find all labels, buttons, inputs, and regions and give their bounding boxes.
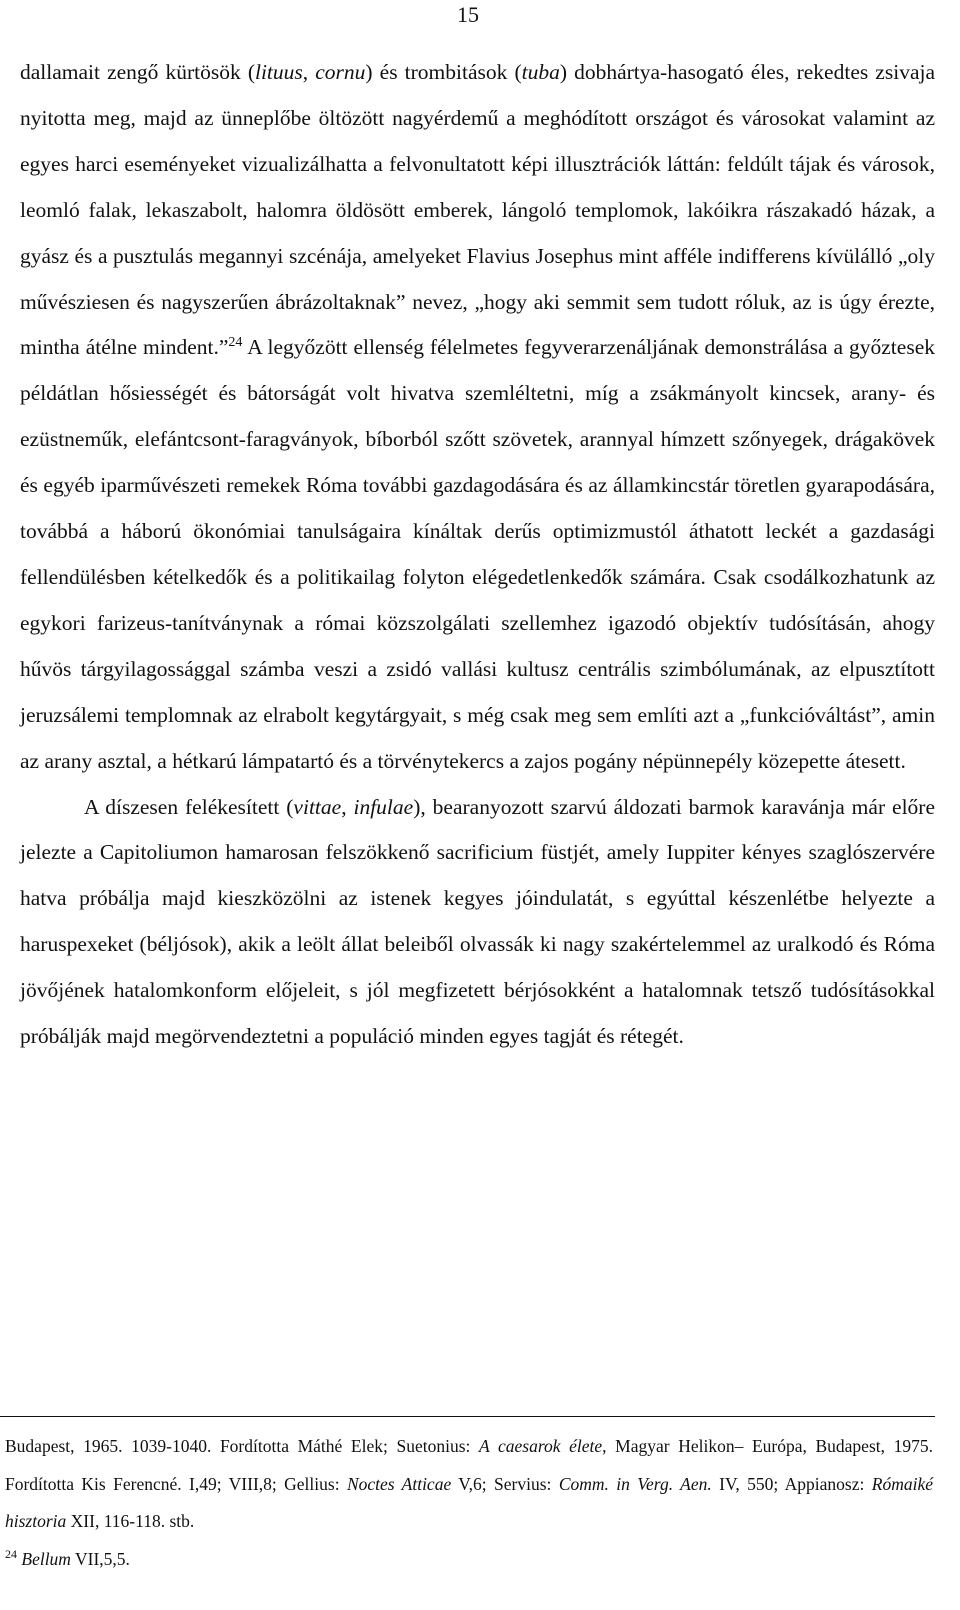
italic-term: tuba: [521, 60, 560, 84]
book-title: Noctes Atticae: [346, 1473, 452, 1494]
text-run: IV, 550; Appianosz:: [711, 1473, 872, 1494]
text-run: ,: [341, 794, 354, 819]
book-title: A caesarok élete: [479, 1436, 603, 1456]
footnotes: [5, 1428, 933, 1578]
text-run: A díszesen felékesített (: [84, 794, 294, 819]
book-title: Comm. in Verg. Aen.: [558, 1473, 712, 1494]
text-run: V,6; Servius:: [451, 1473, 559, 1494]
page-number: 15: [457, 2, 479, 27]
body-text: [20, 50, 935, 1060]
footnote-continuation: [5, 1428, 933, 1541]
footnote-divider: [0, 1416, 935, 1417]
text-run: XII, 116-118. stb.: [66, 1511, 195, 1531]
book-title: Bellum: [21, 1548, 71, 1569]
text-run: A legyőzött ellenség félelmetes fegyverarzenáljának demonstrálása a győztesek példátlan hősiességét és bátorságát volt hivatva szemléltetni, míg a zsákmányolt kincsek, arany- és ezüstneműk, elefántcsont-faragványok, bíborból szőtt szövetek, arannyal hímzett szőnyegek, drágakövek és egyéb iparművészeti remekek Róma további gazdagodására és az államkincstár töretlen gyarapodására, továbbá a háború ökonómiai tanulságaira kínáltak derűs optimizmustól áthatott leckét a gazdasági fellendülésben kételkedők és a politikailag folyton elégedetlenkedők számára. Csak csodálkozhatunk az egykori farizeus-tanítványnak a római közszolgálati szellemhez igazodó objektív tudósításán, ahogy hűvös tárgyilagossággal számba veszi a zsidó vallási kultusz centrális szimbólumának, az elpusztított jeruzsálemi templomnak az elrabolt kegytárgyait, s még csak meg sem említi azt a „funkcióváltást”, amin az arany asztal, a hétkarú lámpatartó és a törvénytekercs a zajos pogány népünnepély közepette átesett.: [20, 335, 935, 773]
text-run: , Magyar Helikon– Európa, Budapest, 1975. Fordította Kis Ferencné. I,49; VIII,8; Gellius:: [5, 1436, 933, 1494]
text-run: ), bearanyozott szarvú áldozati barmok karavánja már előre jelezte a Capitoliumon hamarosan felszökkenő sacrificium füstjét, amely Iuppiter kényes szaglószervére hatva próbálja majd kieszközölni az istenek kegyes jóindulatát, s egyúttal készenlétbe helyezte a haruspexeket (béljósok), akik a leölt állat beleiből olvassák ki nagy szakértelemmel az uralkodó és Róma jövőjének hatalomkonform előjeleit, s jól megfizetett bérjósokként a hatalomnak tetsző tudósításokkal próbálják majd megörvendeztetni a populáció minden egyes tagját és rétegét.: [20, 794, 935, 1049]
paragraph-2: [20, 785, 935, 1060]
book-title: Rómaiké hisztoria: [5, 1473, 933, 1531]
italic-term: cornu: [315, 60, 366, 84]
text-run: Budapest, 1965. 1039-1040. Fordította Máthé Elek; Suetonius:: [5, 1436, 479, 1456]
footnote-reference-24[interactable]: 24: [228, 335, 243, 351]
text-run: dallamait zengő kürtösök (: [20, 60, 255, 84]
text-run: ) dobhártya-hasogató éles, rekedtes zsivaja nyitotta meg, majd az ünneplőbe öltözött nagyérdemű a meghódított országot és városokat valamint az egyes harci eseményeket vizualizálhatta a felvonultatott képi illusztrációk láttán: feldúlt tájak és városok, leomló falak, lekaszabolt, halomra öldösött emberek, lángoló templomok, lakóikra rászakadó házak, a gyász és a pusztulás megannyi szcénája, amelyeket Flavius Josephus mint afféle indifferens kívülálló „oly művésziesen és nagyszerűen ábrázoltaknak” nevez, „hogy aki semmit sem tudott róluk, az is úgy érezte, mintha átélne mindent.”: [20, 60, 935, 360]
footnote-24: [5, 1541, 933, 1579]
text-run: ,: [302, 60, 316, 84]
text-run: VII,5,5.: [70, 1548, 130, 1569]
italic-term: vittae: [293, 794, 342, 819]
text-run: ) és trombitások (: [365, 60, 522, 84]
italic-term: infulae: [353, 794, 414, 819]
paragraph-1: [20, 50, 935, 785]
footnote-number: 24: [5, 1546, 17, 1561]
italic-term: lituus: [254, 60, 303, 84]
